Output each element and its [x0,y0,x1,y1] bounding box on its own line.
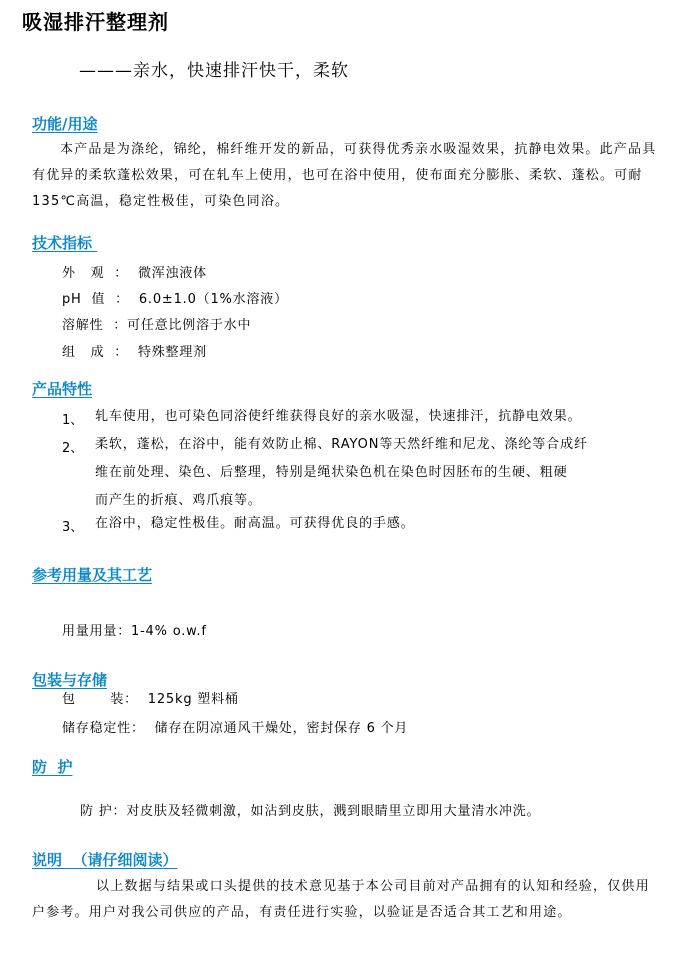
feature-item [95,431,661,515]
feature-number: 2、 [62,441,84,456]
feature-item: 轧车使用，也可染色同浴使纤维获得良好的亲水吸湿，快速排汗，抗静电效果。 [95,409,582,424]
dosage-line: 用量用量：1-4% o.w.f [62,624,207,639]
heading-dosage: 参考用量及其工艺 [32,566,153,584]
heading-packaging: 包装与存储 [32,671,108,689]
spec-ph: pH 值 ： 6.0±1.0（1%水溶液） [62,292,288,307]
document-title: 吸湿排汗整理剂 [22,10,169,34]
spec-composition: 组 成 ： 特殊整理剂 [62,345,207,360]
storage-line: 储存稳定性： 储存在阴凉通风干燥处，密封保存 6 个月 [62,721,409,736]
feature-item: 在浴中，稳定性极佳。耐高温。可获得优良的手感。 [95,516,415,531]
feature-item-line: 而产生的折痕、鸡爪痕等。 [95,493,262,508]
heading-protection: 防 护 [32,758,73,776]
feature-item-line: 维在前处理、染色、后整理，特别是绳状染色机在染色时因胚布的生硬、粗硬 [95,465,568,480]
notes-paragraph: 以上数据与结果或口头提供的技术意见基于本公司目前对产品拥有的认知和经验，仅供用户参考。用户对我公司供应的产品，有责任进行实验，以验证是否适合其工艺和用途。 [32,879,650,920]
packaging-line: 包 装： 125kg 塑料桶 [62,692,239,707]
heading-function: 功能/用途 [32,115,98,133]
function-paragraph: 本产品是为涤纶，锦纶，棉纤维开发的新品，可获得优秀亲水吸湿效果，抗静电效果。此产品具有优异的柔软蓬松效果，可在轧车上使用，也可在浴中使用，使布面充分膨胀、柔软、蓬松。可耐135℃高温，稳定性极佳，可染色同浴。 [32,142,657,209]
heading-features: 产品特性 [32,380,93,398]
spec-appearance: 外 观 ： 微浑浊液体 [62,266,207,281]
feature-number: 1、 [62,413,84,428]
document-subtitle: ———亲水，快速排汗快干，柔软 [79,61,349,81]
spec-solubility: 溶解性 ：可任意比例溶于水中 [62,318,252,333]
feature-number: 3、 [62,520,84,535]
heading-notes: 说明 （请仔细阅读） [32,851,178,869]
feature-item-line: 柔软，蓬松，在浴中，能有效防止棉、RAYON等天然纤维和尼龙、涤纶等合成纤 [95,437,588,452]
protection-line: 防 护：对皮肤及轻微刺激，如沾到皮肤，溅到眼睛里立即用大量清水冲洗。 [80,804,541,819]
heading-specs: 技术指标 [32,234,98,252]
